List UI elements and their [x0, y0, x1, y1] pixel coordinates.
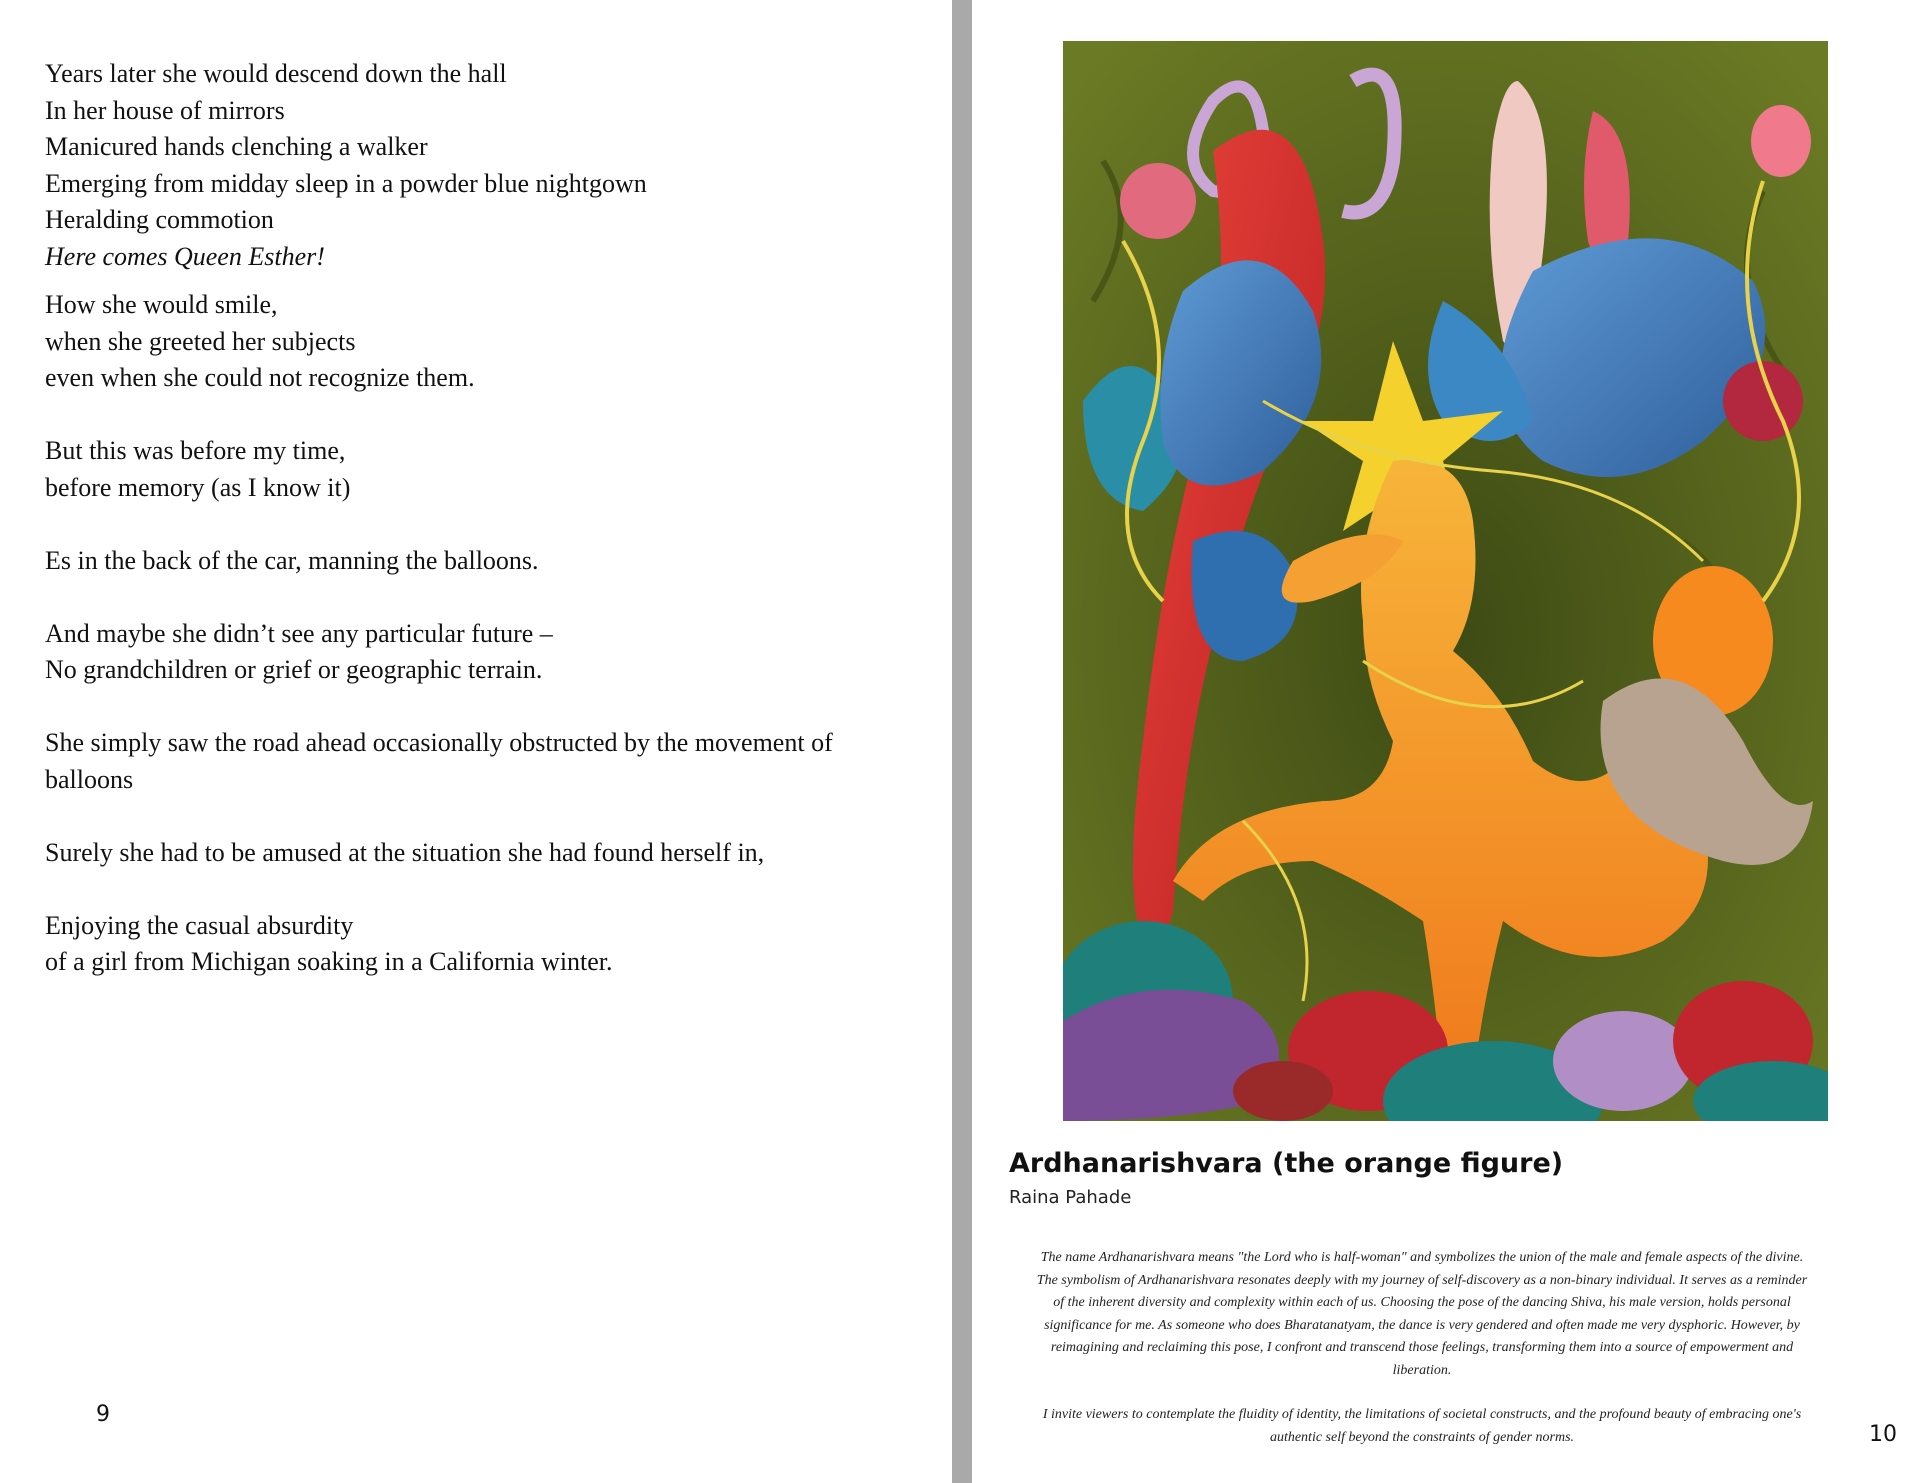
poem-line: of a girl from Michigan soaking in a California winter.: [45, 947, 613, 976]
poem-line: No grandchildren or grief or geographic terrain.: [45, 655, 543, 684]
poem-line: Es in the back of the car, manning the balloons.: [45, 545, 539, 575]
poem-line: Heralding commotion: [45, 205, 274, 234]
statement-paragraph: The name Ardhanarishvara means "the Lord who is half-woman" and symbolizes the union of the male and female aspects of the divine. The symbolism of Ardhanarishvara resonates deeply with my journey of self-discovery as a non-binary individual. It serves as a reminder of the inherent diversity and complexity within each of us. Choosing the pose of the dancing Shiva, his male version, holds personal significance for me. As someone who does Bharatanatyam, the dance is very gendered and often made me very dysphoric. However, by reimagining and reclaiming this pose, I confront and transcend those feelings, transforming them into a source of empowerment and liberation.: [1036, 1250, 1808, 1378]
poem-line: Surely she had to be amused at the situation she had found herself in,: [45, 837, 765, 867]
poem-line: But this was before my time,: [45, 436, 346, 465]
poem-line: before memory (as I know it): [45, 472, 351, 502]
poem-stanza: [45, 287, 925, 397]
poem-stanza: [45, 433, 925, 506]
page-number-left: 9: [96, 1402, 110, 1427]
poem-stanza: [45, 543, 925, 580]
poem-line: In her house of mirrors: [45, 95, 285, 125]
right-page: [972, 0, 1920, 1483]
page-number-right: 10: [1869, 1422, 1897, 1447]
statement-paragraph: I invite viewers to contemplate the fluidity of identity, the limitations of societal constructs, and the profound beauty of embracing one's authentic self beyond the constraints of gender norms.: [1042, 1407, 1802, 1445]
left-page: [0, 0, 952, 1483]
poem-stanza: [45, 835, 925, 872]
poem-line: even when she could not recognize them.: [45, 363, 475, 392]
poem-stanza: [45, 56, 925, 275]
poem: [45, 56, 925, 1017]
poem-line: She simply saw the road ahead occasionally obstructed by the movement of balloons: [45, 728, 833, 794]
painting-artwork: [1063, 41, 1828, 1121]
poem-stanza: [45, 616, 925, 689]
poem-stanza: [45, 908, 925, 981]
poem-line: Years later she would descend down the hall: [45, 59, 507, 88]
poem-line: How she would smile,: [45, 290, 278, 319]
poem-line: Enjoying the casual absurdity: [45, 910, 354, 940]
artist-statement: [1032, 1247, 1812, 1471]
poem-line: Manicured hands clenching a walker: [45, 132, 428, 161]
page-gutter: [952, 0, 972, 1483]
artist-name: Raina Pahade: [1009, 1187, 1132, 1208]
poem-line: Emerging from midday sleep in a powder blue nightgown: [45, 168, 647, 198]
poem-line: And maybe she didn’t see any particular future –: [45, 618, 553, 648]
painting-image: [1063, 41, 1828, 1121]
poem-line: Here comes Queen Esther!: [45, 241, 325, 271]
poem-stanza: [45, 725, 925, 798]
poem-line: when she greeted her subjects: [45, 326, 356, 356]
artwork-title: Ardhanarishvara (the orange figure): [1009, 1148, 1564, 1179]
